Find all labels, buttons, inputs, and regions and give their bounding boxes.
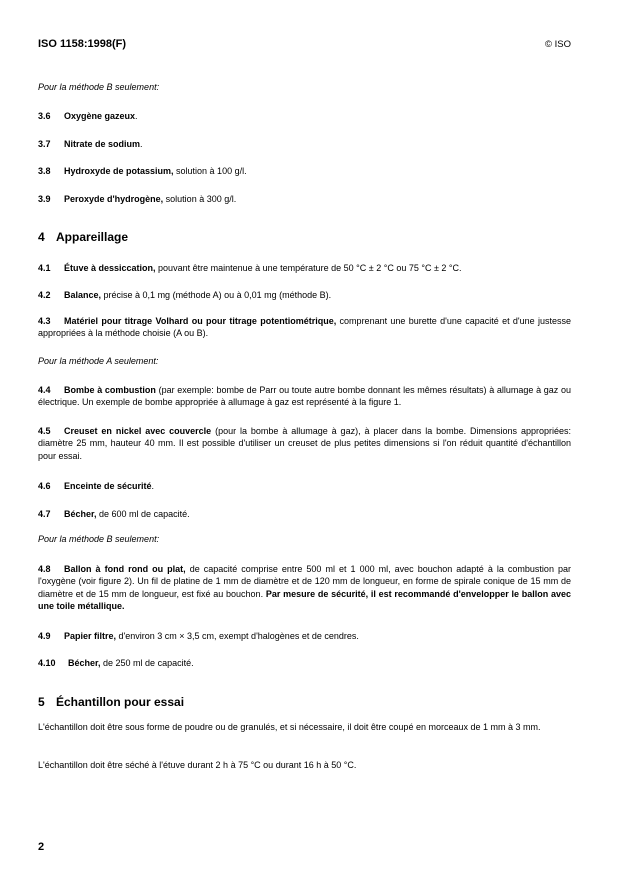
clause-text: .: [140, 139, 143, 149]
clause-number: 3.9: [38, 194, 51, 204]
clause-number: 4.10: [38, 658, 56, 668]
section-number: 4: [38, 230, 45, 244]
clause-number: 4.8: [38, 564, 51, 574]
reagent-3-6: [38, 110, 571, 122]
clause-title: Bécher,: [68, 658, 101, 668]
clause-number: 4.4: [38, 385, 51, 395]
clause-title: Enceinte de sécurité: [64, 481, 152, 491]
clause-number: 4.6: [38, 481, 51, 491]
safety-warning: Par mesure de sécurité, il est recommandé d'envelopper le ballon avec une toile métallique.: [38, 588, 572, 611]
reagent-3-8: [38, 165, 571, 177]
reagent-3-9: [38, 193, 571, 205]
clause-number: 4.7: [38, 509, 51, 519]
clause-text: (pour la bombe à allumage à gaz), à placer dans la bombe. Dimensions appropriées: diamètre 25 mm, hauteur 40 mm. Il est possible d'utiliser un creuset de plus petites dimensions si l'on réduit quantité d'échantillon pour essai.: [38, 426, 571, 461]
clause-text: comprenant une burette d'une capacité et d'une justesse appropriées à la méthode choisie (A ou B).: [38, 316, 571, 339]
page-number: 2: [38, 841, 45, 853]
apparatus-4-6: [38, 480, 571, 492]
clause-text: pouvant être maintenue à une température de 50 °C ± 2 °C ou 75 °C ± 2 °C.: [155, 263, 462, 273]
apparatus-4-1: [38, 262, 571, 274]
clause-text: solution à 100 g/l.: [173, 166, 247, 176]
section-title: Appareillage: [56, 230, 129, 244]
copyright-mark: © ISO: [544, 39, 571, 50]
document-id: ISO 1158:1998(F): [38, 38, 127, 50]
apparatus-4-9: [38, 630, 571, 642]
method-b-note-2: Pour la méthode B seulement:: [38, 534, 160, 544]
clause-text: de 250 ml de capacité.: [100, 658, 194, 668]
clause-title: Ballon à fond rond ou plat,: [64, 564, 186, 574]
clause-title: Bécher,: [64, 509, 97, 519]
clause-number: 4.5: [38, 426, 51, 436]
clause-number: 3.6: [38, 111, 51, 121]
clause-text: précise à 0,1 mg (méthode A) ou à 0,01 mg (méthode B).: [101, 290, 332, 300]
clause-title: Bombe à combustion: [64, 385, 156, 395]
sample-paragraph-1: L'échantillon doit être sous forme de poudre ou de granulés, et si nécessaire, il doit être coupé en morceaux de 1 mm à 3 mm.: [38, 722, 541, 732]
clause-text: (par exemple: bombe de Parr ou toute autre bombe donnant les mêmes résultats) à allumage à gaz ou électrique. Un exemple de bombe appropriée à allumage à gaz est représenté à la figure 1.: [38, 385, 571, 408]
clause-title: Creuset en nickel avec couvercle: [64, 426, 212, 436]
clause-number: 3.7: [38, 139, 51, 149]
clause-title: Hydroxyde de potassium,: [64, 166, 174, 176]
sample-paragraph-2: L'échantillon doit être séché à l'étuve durant 2 h à 75 °C ou durant 16 h à 50 °C.: [38, 760, 357, 770]
section-heading-5: [38, 695, 571, 709]
apparatus-4-3: [38, 315, 571, 340]
clause-title: Étuve à dessiccation,: [64, 263, 156, 273]
clause-text: d'environ 3 cm × 3,5 cm, exempt d'halogènes et de cendres.: [116, 631, 359, 641]
clause-text: de capacité comprise entre 500 ml et 1 000 ml, avec bouchon adapté à la combustion par l'oxygène (voir figure 2). Un fil de platine de 1 mm de diamètre et de 120 mm de longueur, en forme de spirale conique de 15 mm de diamètre et de 15 mm de longueur, est fixé au bouchon.: [38, 564, 571, 599]
clause-number: 3.8: [38, 166, 51, 176]
method-a-note: Pour la méthode A seulement:: [38, 356, 159, 366]
clause-number: 4.2: [38, 290, 51, 300]
clause-title: Oxygène gazeux: [64, 111, 136, 121]
clause-title: Peroxyde d'hydrogène,: [64, 194, 164, 204]
clause-title: Matériel pour titrage Volhard ou pour titrage potentiométrique,: [64, 316, 337, 326]
clause-text: .: [151, 481, 155, 491]
apparatus-4-10: [38, 657, 571, 669]
apparatus-4-5: [38, 425, 571, 462]
clause-number: 4.1: [38, 263, 51, 273]
section-title: Échantillon pour essai: [56, 695, 185, 709]
apparatus-4-8: [38, 563, 571, 612]
apparatus-4-2: [38, 289, 571, 301]
clause-number: 4.9: [38, 631, 51, 641]
method-b-note: Pour la méthode B seulement:: [38, 82, 160, 92]
clause-text: de 600 ml de capacité.: [96, 509, 190, 519]
apparatus-4-4: [38, 384, 571, 409]
section-heading-4: [38, 230, 571, 244]
clause-text: .: [135, 111, 138, 121]
clause-number: 4.3: [38, 316, 51, 326]
clause-title: Balance,: [64, 290, 102, 300]
section-number: 5: [38, 695, 45, 709]
clause-title: Papier filtre,: [64, 631, 117, 641]
reagent-3-7: [38, 138, 571, 150]
clause-title: Nitrate de sodium: [64, 139, 141, 149]
clause-text: solution à 300 g/l.: [163, 194, 237, 204]
apparatus-4-7: [38, 508, 571, 520]
